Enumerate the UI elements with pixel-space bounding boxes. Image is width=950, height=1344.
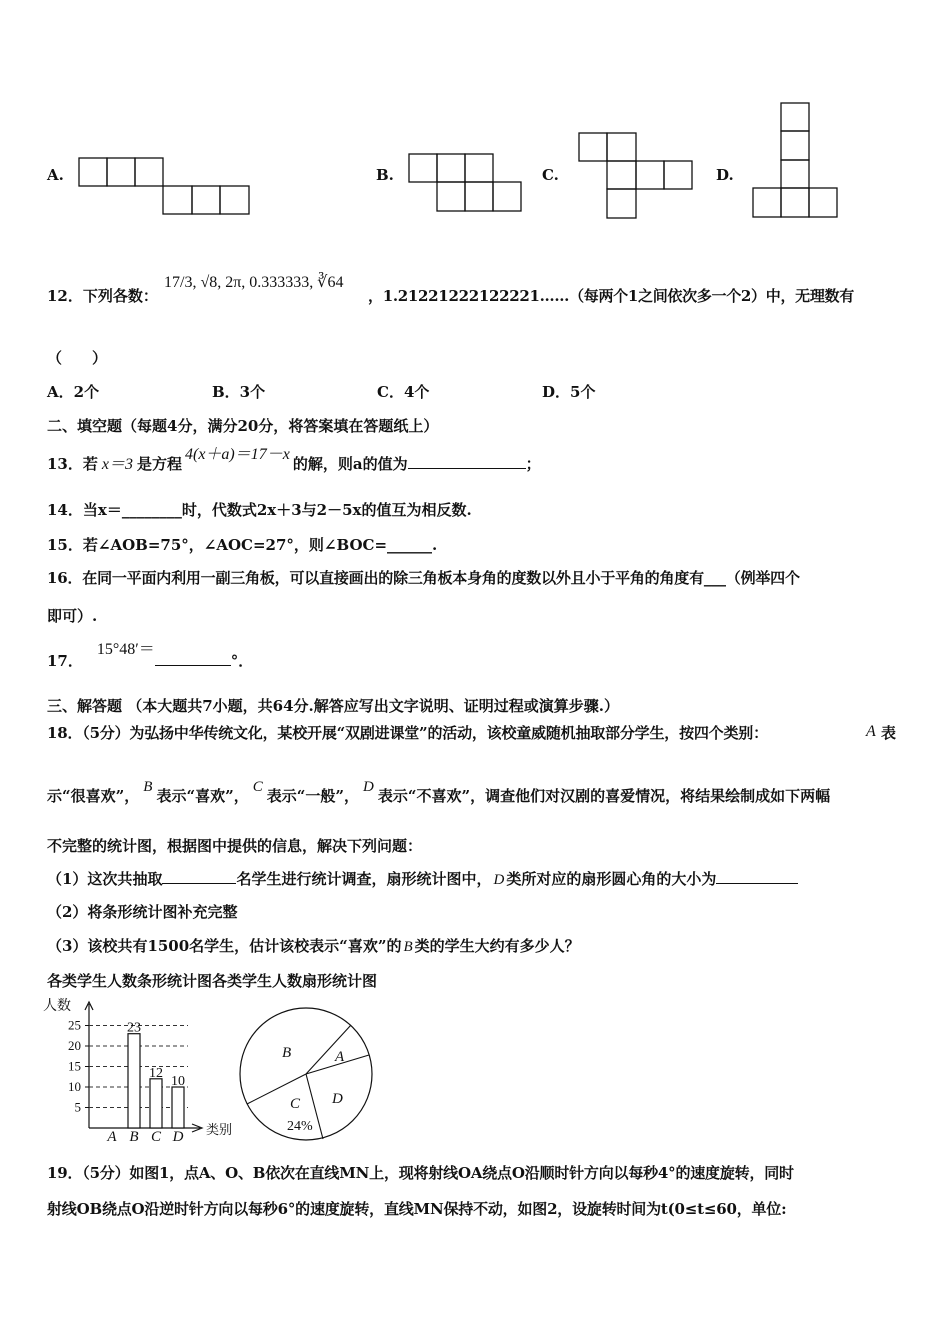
q12-choice-c: C．4个	[377, 383, 430, 401]
cube-net-b	[408, 153, 524, 215]
q13-eq2: 4(x＋a)＝17－x	[185, 446, 290, 463]
bar-ylabel: 人数	[43, 999, 71, 1014]
q17-line	[47, 641, 254, 672]
q12-choice-a: A．2个	[47, 383, 100, 401]
bar-ytick-label: 10	[68, 1079, 81, 1094]
q13-line	[47, 446, 541, 475]
q18-sub1-letter-d: D	[493, 872, 505, 888]
q13-a: 13．若	[47, 455, 98, 473]
pie-chart	[238, 1005, 376, 1143]
bar-category-label: A	[107, 1129, 117, 1145]
q17-expr: 15°48′＝	[96, 641, 155, 658]
q17-answer-blank[interactable]	[155, 651, 231, 666]
q16-line1: 16．在同一平面内利用一副三角板，可以直接画出的除三角板本身角的度数以外且小于平角的角度有___（例举四个	[47, 569, 800, 587]
bar-ytick-label: 15	[68, 1058, 81, 1074]
q12-prefix: 12．下列各数：	[47, 287, 158, 305]
bar-category-label: B	[129, 1129, 139, 1145]
q13-d: ；	[525, 455, 541, 473]
q13-answer-blank[interactable]	[408, 454, 526, 469]
q18-sub3-b: 类的学生大约有多少人？	[414, 937, 580, 955]
q18-line2-c: 表示“一般”，	[266, 787, 359, 805]
q18-line2	[47, 779, 831, 807]
cube-net-a	[78, 157, 253, 217]
q15-line: 15．若∠AOB=75°，∠AOC=27°，则∠BOC=______.	[47, 536, 438, 554]
pie-label-c: C	[290, 1096, 301, 1112]
chart-caption: 各类学生人数条形统计图各类学生人数扇形统计图	[47, 972, 378, 990]
q18-line2-a: 示“很喜欢”，	[47, 787, 140, 805]
q12-line	[47, 286, 158, 306]
cube-net-d	[752, 102, 842, 220]
q18-line2-d: 表示“不喜欢”，调查他们对汉剧的喜爱情况，将结果绘制成如下两幅	[377, 787, 831, 805]
q18-letter-b: B	[143, 779, 153, 795]
bar-ytick-label: 20	[68, 1038, 81, 1053]
bar-ytick-label: 25	[68, 1017, 81, 1033]
q14-line: 14．当x＝________时，代数式2x＋3与2－5x的值互为相反数.	[47, 501, 472, 519]
q12-choice-b: B．3个	[212, 383, 266, 401]
q12-numbers: 17/3, √8, 2π, 0.333333, ∛64	[164, 274, 344, 291]
q18-letter-d: D	[362, 779, 374, 795]
q13-c: 的解，则a的值为	[292, 455, 408, 473]
bar-ytick-label: 5	[74, 1099, 81, 1115]
q18-sub3	[47, 936, 580, 957]
q18-sub1-b: 名学生进行统计调查，扇形统计图中，	[236, 870, 492, 888]
bar-C	[150, 1079, 162, 1128]
q17-a: 17．	[47, 652, 83, 670]
q18-count-blank[interactable]	[162, 869, 236, 884]
bar-chart	[40, 996, 245, 1146]
q18-sub1-c: 类所对应的扇形圆心角的大小为	[506, 870, 717, 888]
bar-value-label: 23	[127, 1020, 141, 1036]
q17-b: °．	[230, 652, 254, 670]
pie-label-a: A	[335, 1049, 345, 1065]
q19-line1: 19．（5分）如图1，点A、O、B依次在直线MN上，现将射线OA绕点O沿顺时针方向以每秒4°的速度旋转，同时	[47, 1164, 794, 1182]
pie-label-d: D	[332, 1091, 343, 1107]
option-d-label: D.	[716, 166, 734, 184]
option-c-label: C.	[542, 166, 559, 184]
option-b-label: B.	[376, 166, 394, 184]
bar-category-label: D	[172, 1129, 184, 1145]
bar-D	[172, 1087, 184, 1128]
option-a-label: A.	[47, 166, 64, 184]
q18-sub1	[47, 869, 798, 890]
section-3-heading: 三、解答题 （本大题共7小题，共64分.解答应写出文字说明、证明过程或演算步骤.）	[47, 697, 619, 715]
q18-sub2: （2）将条形统计图补充完整	[47, 903, 238, 921]
q16-line2: 即可）.	[47, 607, 98, 625]
q13-eq1: x＝3	[101, 456, 133, 473]
q12-choice-d: D．5个	[542, 383, 596, 401]
q18-angle-blank[interactable]	[716, 869, 798, 884]
bar-xlabel: 类别	[206, 1122, 233, 1137]
q18-sub1-a: （1）这次共抽取	[47, 870, 163, 888]
q19-line2: 射线OB绕点O沿逆时针方向以每秒6°的速度旋转，直线MN保持不动，如图2，设旋转时间为t(0≤t≤60，单位:	[47, 1200, 787, 1218]
pie-percent-c: 24%	[287, 1119, 313, 1134]
section-2-heading: 二、填空题（每题4分，满分20分，将答案填在答题纸上）	[47, 417, 439, 435]
pie-label-b: B	[282, 1045, 292, 1061]
bar-value-label: 12	[149, 1065, 163, 1081]
q18-line3: 不完整的统计图，根据图中提供的信息，解决下列问题：	[47, 837, 423, 855]
q18-sub3-letter-b: B	[403, 939, 413, 955]
q13-b: 是方程	[136, 455, 182, 473]
q12-paren: （ ）	[47, 349, 108, 367]
q18-line1-end: 表	[881, 724, 897, 742]
q18-line1: 18．（5分）为弘扬中华传统文化，某校开展“双剧进课堂”的活动，该校童威随机抽取部分学生，按四个类别：	[47, 724, 768, 742]
bar-B	[128, 1034, 140, 1128]
q12-suffix: ，1.21221222122221……（每两个1之间依次多一个2）中，无理数有	[368, 287, 854, 305]
q18-letter-a: A	[866, 723, 876, 740]
bar-category-label: C	[150, 1129, 162, 1145]
cube-net-c	[578, 132, 696, 222]
bar-value-label: 10	[171, 1074, 185, 1089]
q18-sub3-a: （3）该校共有1500名学生，估计该校表示“喜欢”的	[47, 937, 402, 955]
q18-letter-c: C	[252, 779, 263, 795]
q18-line2-b: 表示“喜欢”，	[156, 787, 249, 805]
